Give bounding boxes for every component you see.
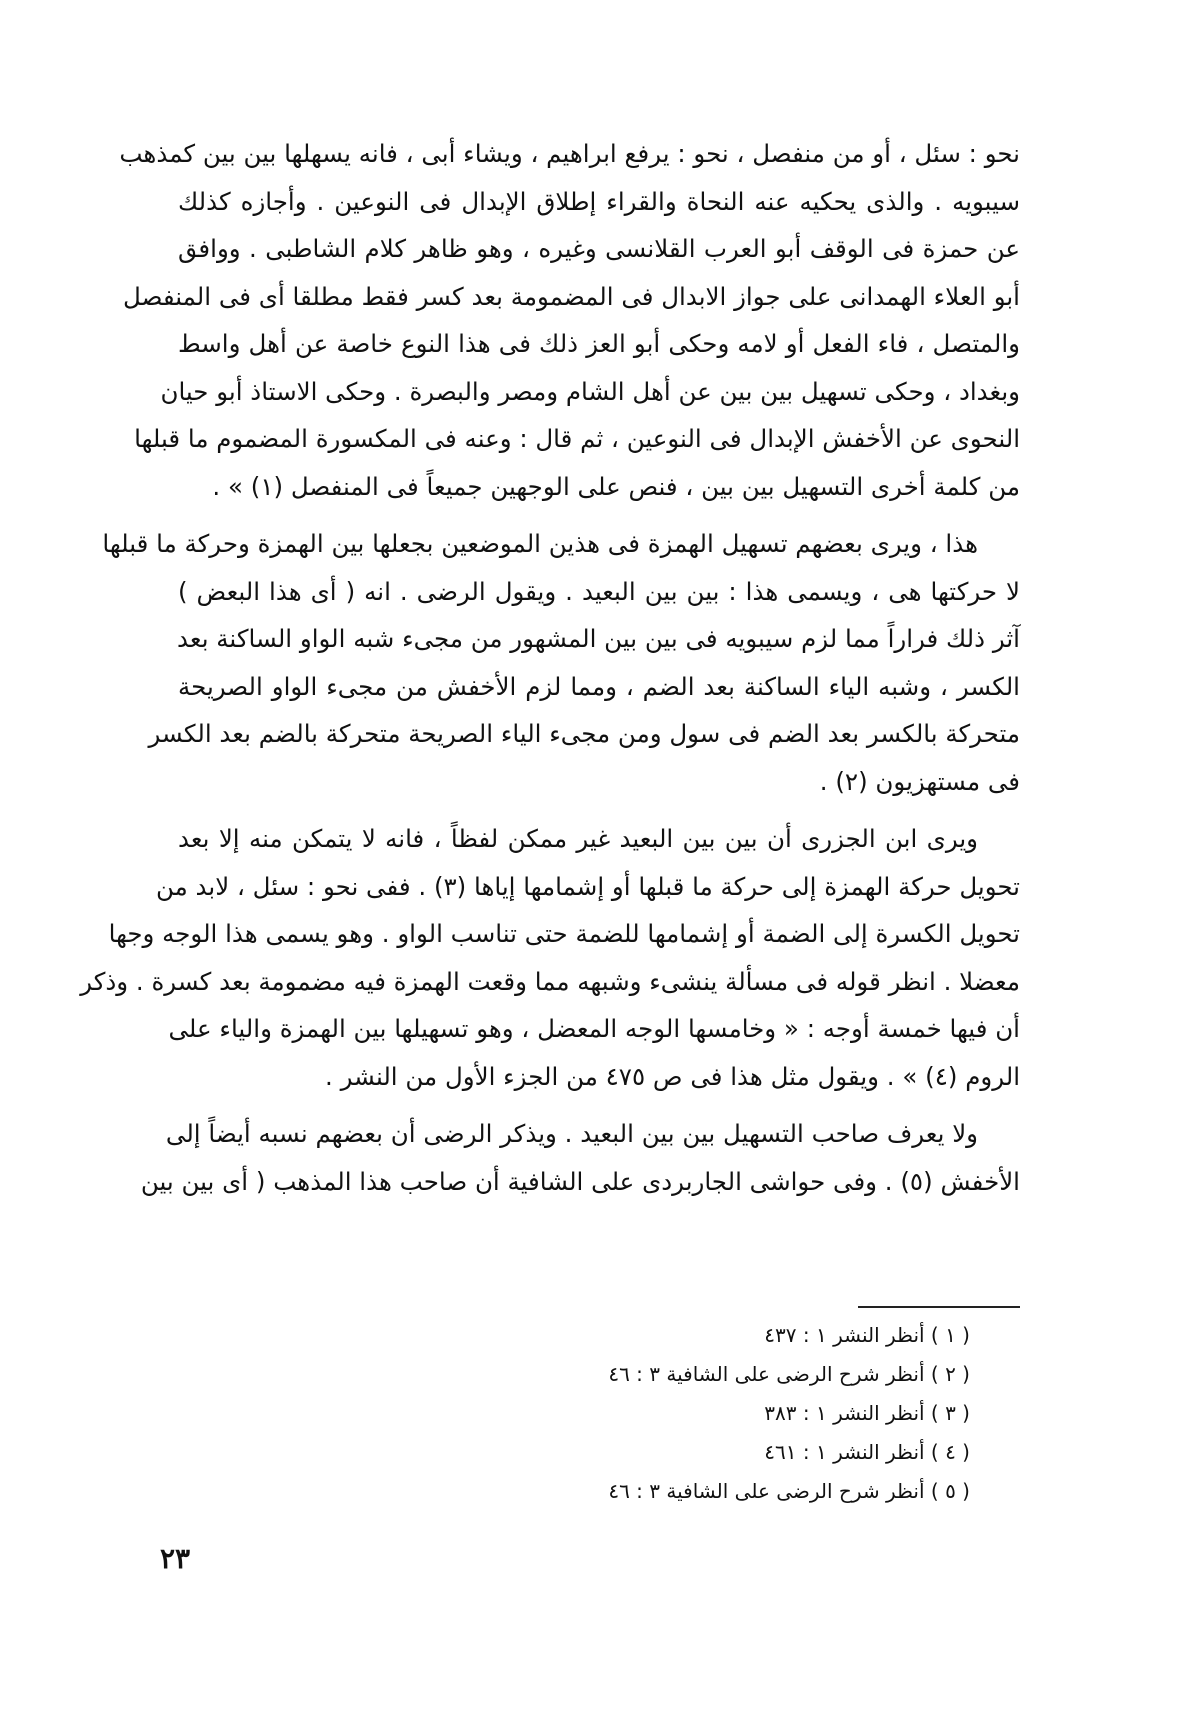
footnote: ( ٤ ) أنظر النشر ١ : ٤٦١ [764, 1440, 970, 1464]
text-line: عن حمزة فى الوقف أبو العرب القلانسى وغيره ، وهو ظاهر كلام الشاطبى . ووافق [178, 234, 1020, 263]
text-line: تحويل حركة الهمزة إلى حركة ما قبلها أو إشمامها إياها (٣) . ففى نحو : سئل ، لابد من [155, 871, 1020, 901]
text-line: نحو : سئل ، أو من منفصل ، نحو : يرفع ابراهيم ، ويشاء أبى ، فانه يسهلها بين بين كمذهب [119, 139, 1020, 168]
text-line: معضلا . انظر قوله فى مسألة ينشىء وشبهه مما وقعت الهمزة فيه مضمومة بعد كسرة . وذكر [80, 966, 1020, 996]
main-text [80, 130, 1020, 1205]
text-line: فى مستهزيون (٢) . [819, 766, 1020, 796]
footnote: ( ١ ) أنظر النشر ١ : ٤٣٧ [764, 1323, 970, 1347]
text-line: لا حركتها هى ، ويسمى هذا : بين بين البعيد . ويقول الرضى . انه ( أى هذا البعض ) [178, 576, 1020, 606]
text-line: آثر ذلك فراراً مما لزم سيبويه فى بين بين المشهور من مجىء شبه الواو الساكنة بعد [177, 624, 1020, 653]
text-line: تحويل الكسرة إلى الضمة أو إشمامها للضمة حتى تناسب الواو . وهو يسمى هذا الوجه وجها [108, 919, 1020, 948]
footnote: ( ٣ ) أنظر النشر ١ : ٣٨٣ [764, 1401, 970, 1425]
text-line: أن فيها خمسة أوجه : « وخامسها الوجه المعضل ، وهو تسهيلها بين الهمزة والياء على [168, 1014, 1020, 1043]
text-line: هذا ، ويرى بعضهم تسهيل الهمزة فى هذين الموضعين بجعلها بين الهمزة وحركة ما قبلها [102, 529, 978, 558]
text-line: الأخفش (٥) . وفى حواشى الجاربردى على الشافية أن صاحب هذا المذهب ( أى بين بين [140, 1166, 1020, 1196]
text-line: من كلمة أخرى التسهيل بين بين ، فنص على الوجهين جميعاً فى المنفصل (١) » . [212, 471, 1020, 501]
text-line: النحوى عن الأخفش الإبدال فى النوعين ، ثم قال : وعنه فى المكسورة المضموم ما قبلها [134, 424, 1020, 453]
text-line: الروم (٤) » . ويقول مثل هذا فى ص ٤٧٥ من الجزء الأول من النشر . [325, 1061, 1020, 1091]
text-line: والمتصل ، فاء الفعل أو لامه وحكى أبو العز ذلك فى هذا النوع خاصة عن أهل واسط [178, 329, 1020, 358]
text-line: وبغداد ، وحكى تسهيل بين بين عن أهل الشام ومصر والبصرة . وحكى الاستاذ أبو حيان [160, 376, 1020, 406]
text-line: متحركة بالكسر بعد الضم فى سول ومن مجىء الياء الصريحة متحركة بالضم بعد الكسر [148, 719, 1020, 748]
paragraph [119, 130, 1020, 510]
paragraph [140, 1110, 1020, 1205]
text-line: سيبويه . والذى يحكيه عنه النحاة والقراء إطلاق الإبدال فى النوعين . وأجازه كذلك [178, 186, 1020, 216]
footnote: ( ٥ ) أنظر شرح الرضى على الشافية ٣ : ٤٦ [608, 1479, 970, 1503]
text-line: ولا يعرف صاحب التسهيل بين بين البعيد . ويذكر الرضى أن بعضهم نسبه أيضاً إلى [165, 1119, 978, 1148]
paragraph [102, 520, 1020, 805]
text-line: ويرى ابن الجزرى أن بين بين البعيد غير ممكن لفظاً ، فانه لا يتمكن منه إلا بعد [178, 824, 978, 853]
page-number: ٢٣ [160, 1542, 191, 1575]
text-line: أبو العلاء الهمدانى على جواز الابدال فى المضمومة بعد كسر فقط مطلقا أى فى المنفصل [123, 281, 1020, 311]
footnote: ( ٢ ) أنظر شرح الرضى على الشافية ٣ : ٤٦ [608, 1362, 970, 1386]
text-line: الكسر ، وشبه الياء الساكنة بعد الضم ، ومما لزم الأخفش من مجىء الواو الصريحة [178, 671, 1020, 701]
footnote-divider [858, 1306, 1020, 1308]
footnotes [520, 1316, 970, 1511]
paragraph [80, 815, 1020, 1100]
